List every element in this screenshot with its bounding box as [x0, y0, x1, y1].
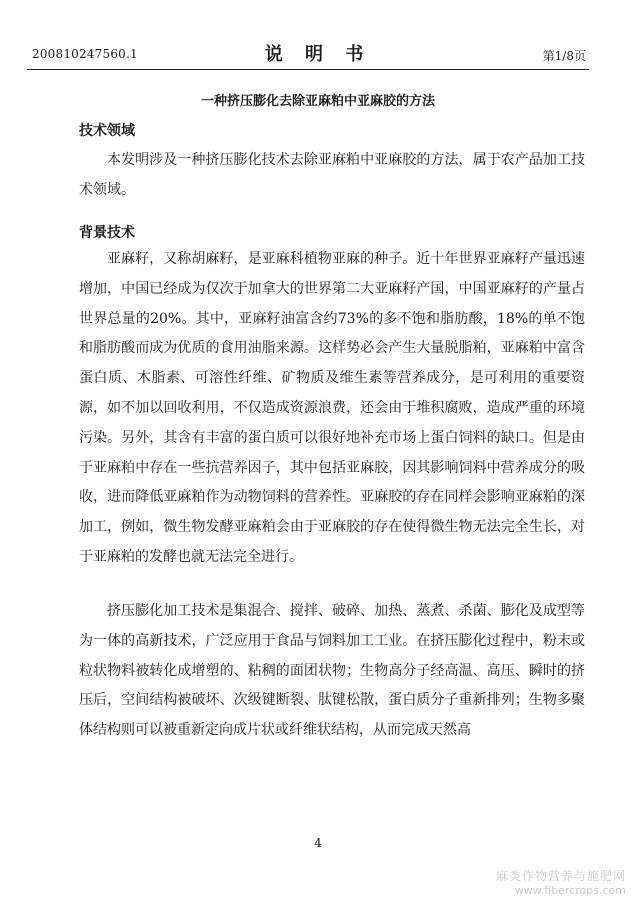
patent-application-number: 200810247560.1: [32, 47, 138, 61]
watermark-url: www.fibercrops.com: [514, 883, 626, 897]
site-watermark: [496, 869, 626, 897]
section-heading-technical-field: 技术领域: [79, 123, 135, 139]
section-heading-background-art: 背景技术: [79, 225, 135, 241]
document-type-title: 说 明 书: [264, 44, 372, 65]
technical-field-paragraph: 本发明涉及一种挤压膨化技术去除亚麻粕中亚麻胶的方法，属于农产品加工技术领域。: [79, 152, 585, 198]
background-paragraph-1: 亚麻籽，又称胡麻籽，是亚麻科植物亚麻的种子。近十年世界亚麻籽产量迅速增加，中国已经成为仅次于加拿大的世界第二大亚麻籽产国，中国亚麻籽的产量占世界总量的20%。其中，亚麻籽油富含约73%的多不饱和脂肪酸，18%的单不饱和脂肪酸而成为优质的食用油脂来源。这样势必会产生大量脱脂粕，亚麻粕中富含蛋白质、木脂素、可溶性纤维、矿物质及维生素等营养成分，是可利用的重要资源，如不加以回收利用，不仅造成资源浪费，还会由于堆积腐败，造成严重的环境污染。另外，其含有丰富的蛋白质可以很好地补充市场上蛋白饲料的缺口。但是由于亚麻粕中存在一些抗营养因子，其中包括亚麻胶，因其影响饲料中营养成分的吸收，进而降低亚麻粕作为动物饲料的营养性。亚麻胶的存在同样会影响亚麻粕的深加工，例如，微生物发酵亚麻粕会由于亚麻胶的存在使得微生物无法完全生长，对于亚麻粕的发酵也就无法完全进行。: [79, 251, 585, 565]
background-paragraph-2: 挤压膨化加工技术是集混合、搅拌、破碎、加热、蒸煮、杀菌、膨化及成型等为一体的高新技术，广泛应用于食品与饲料加工工业。在挤压膨化过程中，粉末或粒状物料被转化成增塑的、粘稠的面团状物；生物高分子经高温、高压、瞬时的挤压后，空间结构被破坏、次级键断裂、肽键松散，蛋白质分子重新排列；生物多聚体结构则可以被重新定向成片状或纤维状结构，从而完成天然高: [79, 603, 585, 739]
header-divider: [27, 69, 589, 70]
page-indicator: 第1/8页: [542, 49, 586, 63]
watermark-site-name: 麻类作物营养与施肥网: [495, 869, 626, 884]
invention-title: 一种挤压膨化去除亚麻粕中亚麻胶的方法: [200, 94, 435, 109]
page-number: 4: [314, 836, 322, 850]
